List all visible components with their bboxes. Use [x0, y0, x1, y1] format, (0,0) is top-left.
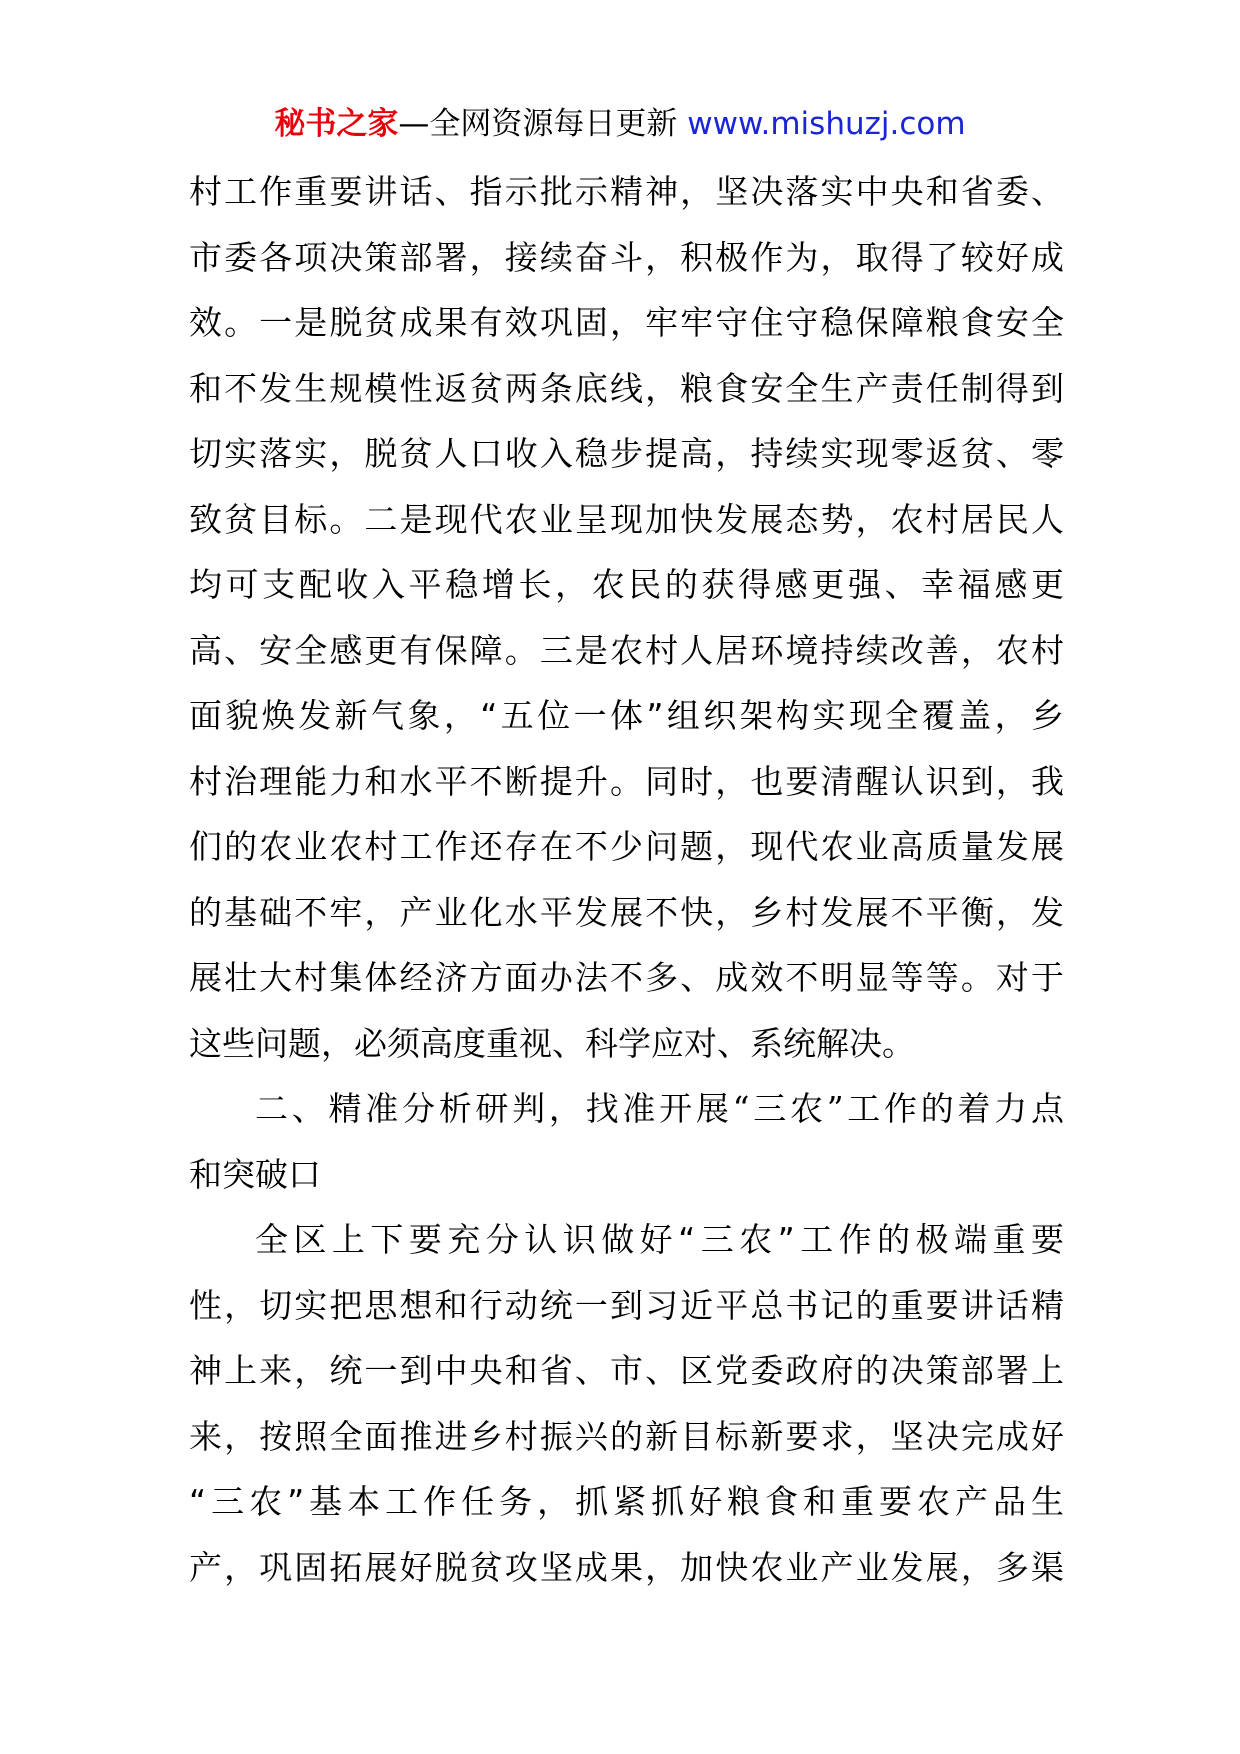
text-line: 均可支配收入平稳增长，农民的获得感更强、幸福感更 — [189, 565, 1064, 604]
text-line: 性，切实把思想和行动统一到习近平总书记的重要讲话精 — [189, 1285, 1064, 1325]
text-line: 和不发生规模性返贫两条底线，粮食安全生产责任制得到 — [189, 368, 1064, 408]
text-line: 致贫目标。二是现代农业呈现加快发展态势，农村居民人 — [189, 499, 1064, 539]
text-line: 的基础不牢，产业化水平发展不快，乡村发展不平衡，发 — [189, 892, 1064, 932]
text-line: 们的农业农村工作还存在不少问题，现代农业高质量发展 — [189, 827, 1064, 866]
text-line: 来，按照全面推进乡村振兴的新目标新要求，坚决完成好 — [189, 1416, 1064, 1456]
brand-name: 秘书之家 — [274, 106, 399, 142]
text-line: 村治理能力和水平不断提升。同时，也要清醒认识到，我 — [189, 761, 1064, 801]
section-heading-line: 和突破口 — [189, 1154, 321, 1194]
text-line: 神上来，统一到中央和省、市、区党委政府的决策部署上 — [189, 1351, 1064, 1390]
text-line: 产，巩固拓展好脱贫攻坚成果，加快农业产业发展，多渠 — [189, 1547, 1064, 1587]
text-line: 这些问题，必须高度重视、科学应对、系统解决。 — [189, 1023, 915, 1063]
site-url-link[interactable]: www.mishuzj.com — [687, 106, 966, 142]
header-tagline: —全网资源每日更新 — [398, 106, 688, 142]
document-body — [189, 159, 1064, 1600]
text-line: 面貌焕发新气象，“五位一体”组织架构实现全覆盖，乡 — [189, 696, 1064, 735]
text-line: 市委各项决策部署，接续奋斗，积极作为，取得了较好成 — [189, 237, 1064, 277]
text-line: 村工作重要讲话、指示批示精神，坚决落实中央和省委、 — [189, 172, 1064, 211]
text-line: “三农”基本工作任务，抓紧抓好粮食和重要农产品生 — [189, 1482, 1064, 1521]
section-heading-line: 二、精准分析研判，找准开展“三农”工作的着力点 — [255, 1089, 1064, 1128]
text-line: 展壮大村集体经济方面办法不多、成效不明显等等。对于 — [189, 958, 1064, 997]
text-line: 高、安全感更有保障。三是农村人居环境持续改善，农村 — [189, 630, 1064, 670]
site-header — [0, 100, 1240, 148]
text-line: 切实落实，脱贫人口收入稳步提高，持续实现零返贫、零 — [189, 434, 1064, 473]
text-line: 全区上下要充分认识做好“三农”工作的极端重要 — [255, 1220, 1064, 1259]
text-line: 效。一是脱贫成果有效巩固，牢牢守住守稳保障粮食安全 — [189, 303, 1064, 342]
